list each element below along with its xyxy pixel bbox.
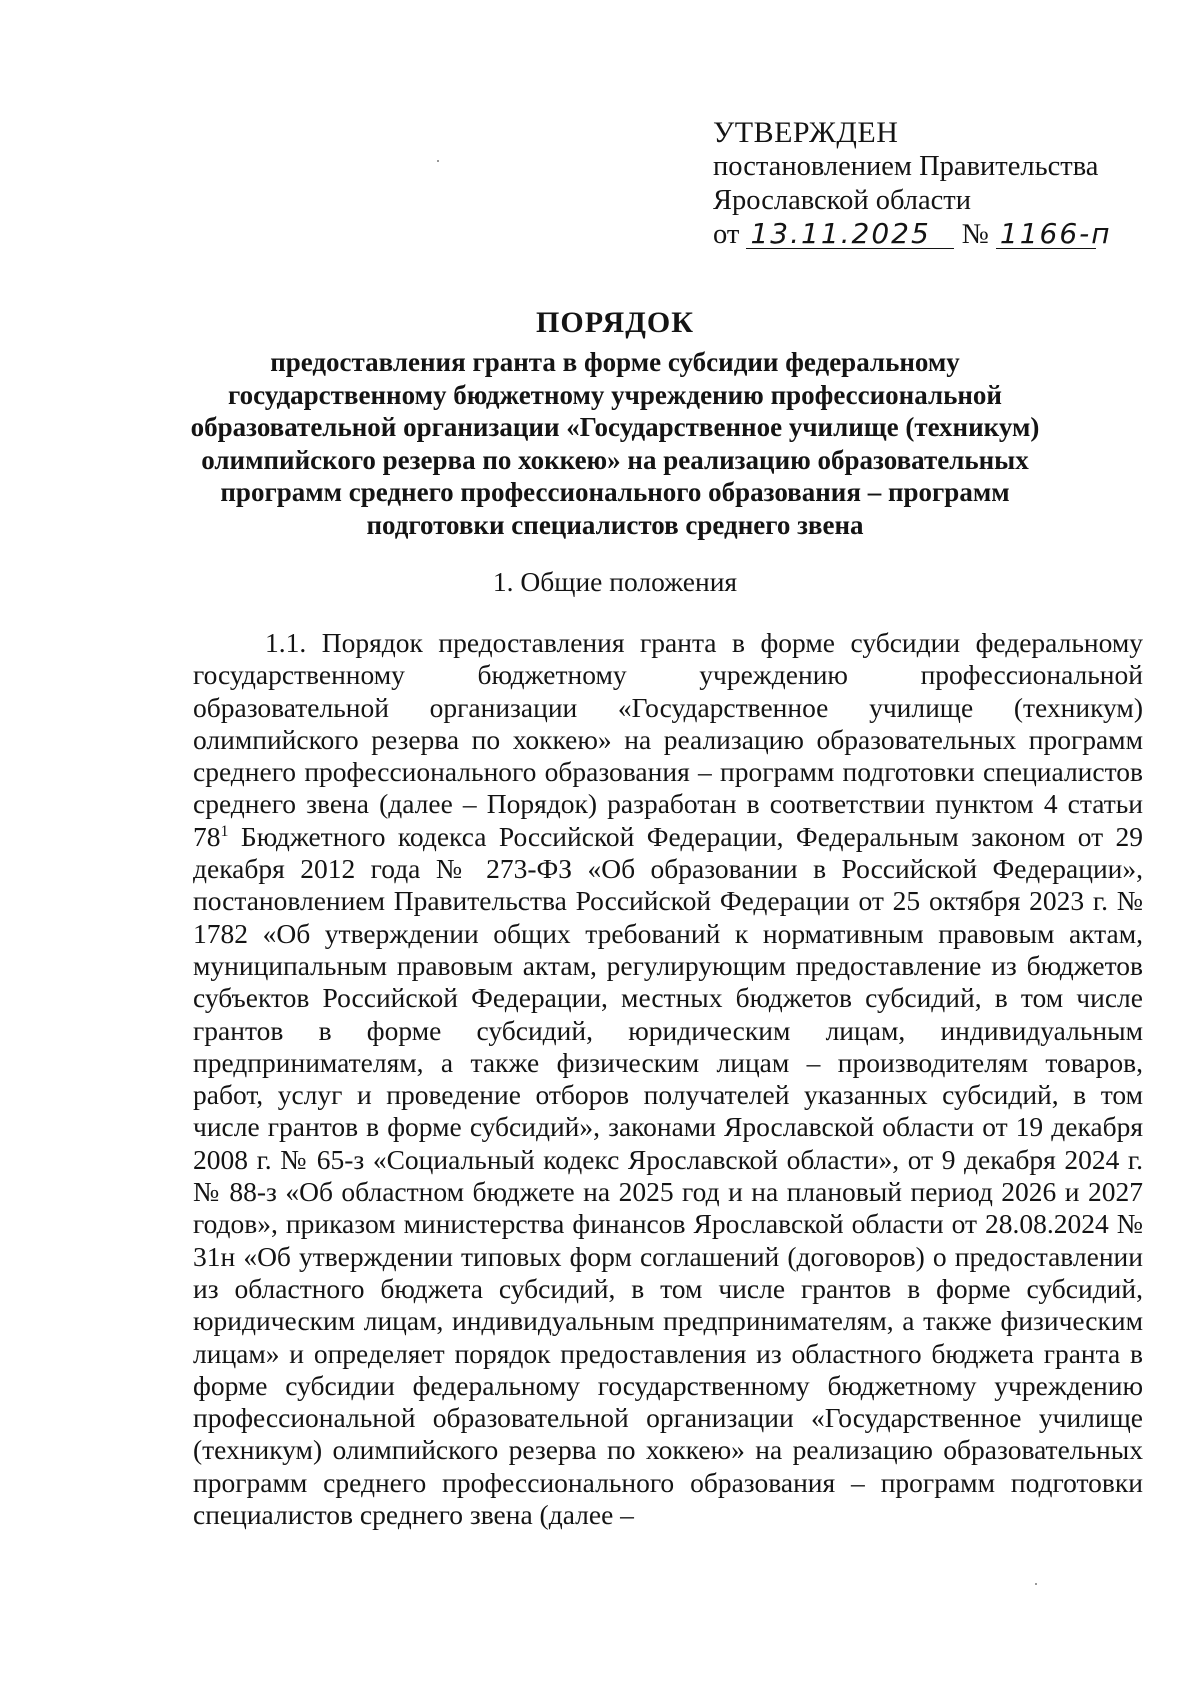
document-title-block	[160, 306, 1070, 541]
number-sign: №	[961, 219, 989, 250]
article-superscript: 1	[220, 822, 229, 840]
body-paragraph	[193, 627, 1143, 1531]
document-title: ПОРЯДОК	[536, 306, 694, 339]
approval-line-region: Ярославской области	[713, 185, 971, 216]
approval-line-resolution: постановлением Правительства	[713, 151, 1099, 182]
handwritten-date: 13.11.2025	[746, 220, 954, 249]
document-subtitle: предоставления гранта в форме субсидии федеральному государственному бюджетному учреждению профессиональной образовательной организации «Государственное училище (техникум) олимпийского резерва по хоккею» на реализацию образовательных программ среднего профессионального образования – программ подготовки специалистов среднего звена	[190, 347, 1040, 540]
approval-block	[713, 116, 1143, 252]
scan-speck	[437, 160, 439, 162]
approval-dateline	[713, 218, 1143, 252]
handwritten-number: 1166-п	[996, 220, 1096, 249]
section-heading: 1. Общие положения	[492, 566, 738, 597]
approved-label: УТВЕРЖДЕН	[713, 116, 899, 149]
scan-speck	[1035, 1583, 1037, 1585]
paragraph-text-part1: 1.1. Порядок предоставления гранта в форме субсидии федеральному государственному бюджетному учреждению профессиональной образовательной организации «Государственное училище (техникум) олимпийского резерва по хоккею» на реализацию образовательных программ среднего профессионального образования – программ подготовки специалистов среднего звена (далее – Порядок) разработан в соответствии пунктом 4 статьи 78	[193, 627, 1143, 852]
date-prefix: от	[713, 219, 740, 250]
paragraph-text-part2: Бюджетного кодекса Российской Федерации, Федеральным законом от 29 декабря 2012 года № 273-ФЗ «Об образовании в Российской Федерации», постановлением Правительства Российской Федерации от 25 октября 2023 г. № 1782 «Об утверждении общих требований к нормативным правовым актам, муниципальным правовым актам, регулирующим предоставление из бюджетов субъектов Российской Федерации, местных бюджетов субсидий, в том числе грантов в форме субсидий, юридическим лицам, индивидуальным предпринимателям, а также физическим лицам – производителям товаров, работ, услуг и проведение отборов получателей указанных субсидий, в том числе грантов в форме субсидий», законами Ярославской области от 19 декабря 2008 г. № 65-з «Социальный кодекс Ярославской области», от 9 декабря 2024 г. № 88-з «Об областном бюджете на 2025 год и на плановый период 2026 и 2027 годов», приказом министерства финансов Ярославской области от 28.08.2024 № 31н «Об утверждении типовых форм соглашений (договоров) о предоставлении из областного бюджета субсидий, в том числе грантов в форме субсидий, юридическим лицам, индивидуальным предпринимателям, а также физическим лицам» и определяет порядок предоставления из областного бюджета гранта в форме субсидии федеральному государственному бюджетному учреждению профессиональной образовательной организации «Государственное училище (техникум) олимпийского резерва по хоккею» на реализацию образовательных программ среднего профессионального образования – программ подготовки специалистов среднего звена (далее –	[193, 820, 1143, 1531]
